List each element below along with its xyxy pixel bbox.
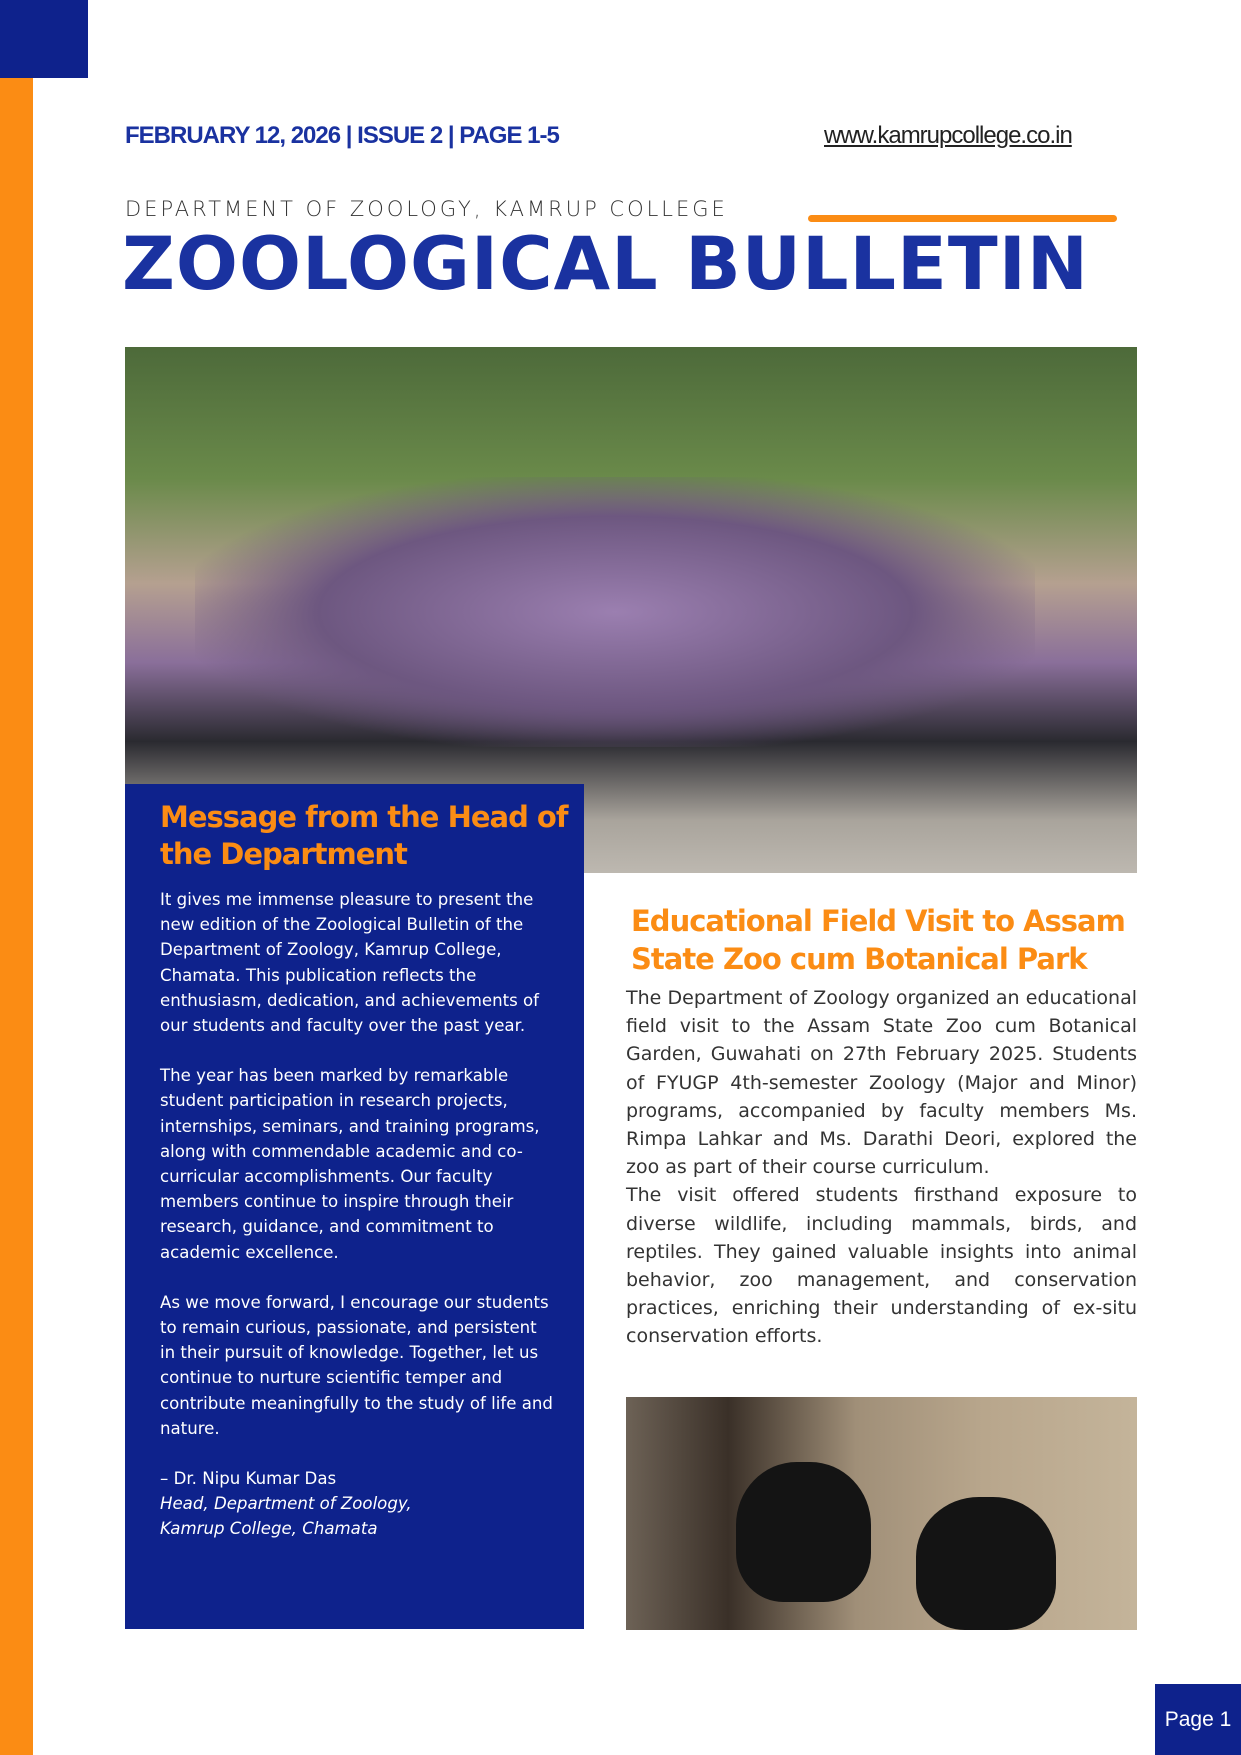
bear-right [916, 1497, 1056, 1630]
signature-institution: Kamrup College, Chamata [160, 1519, 378, 1539]
hod-message-body [160, 887, 555, 1542]
bear-left [736, 1462, 871, 1602]
website-link[interactable]: www.kamrupcollege.co.in [824, 122, 1072, 149]
message-paragraph: As we move forward, I encourage our students to remain curious, passionate, and persistent in their pursuit of knowledge. Together, let us continue to nurture scientific temper and contribute meaningfully to the study of life and nature. [160, 1292, 553, 1438]
signature-block [160, 1466, 555, 1542]
visit-paragraph: The visit offered students firsthand exposure to diverse wildlife, including mammals, birds, and reptiles. They gained valuable insights into animal behavior, zoo management, and conservation practices, enriching their understanding of ex-situ conservation efforts. [626, 1184, 1137, 1348]
field-visit-title: Educational Field Visit to Assam State Zoo cum Botanical Park [631, 904, 1125, 976]
hod-message-box [125, 784, 584, 1629]
issue-line: FEBRUARY 12, 2026 | ISSUE 2 | PAGE 1-5 [125, 122, 559, 149]
bulletin-title: ZOOLOGICAL BULLETIN [122, 222, 1089, 307]
field-visit-body [626, 984, 1137, 1351]
bears-photo [626, 1397, 1137, 1630]
signature-name: – Dr. Nipu Kumar Das [160, 1469, 337, 1489]
side-orange-strip [0, 78, 33, 1755]
page-number-badge: Page 1 [1155, 1684, 1241, 1755]
visit-paragraph: The Department of Zoology organized an educational field visit to the Assam State Zoo cum Botanical Garden, Guwahati on 27th February 2025. Students of FYUGP 4th-semester Zoology (Major and Minor) programs, accompanied by faculty members Ms. Rimpa Lahkar and Ms. Darathi Deori, explored the zoo as part of their course curriculum. [626, 987, 1137, 1179]
group-of-students [195, 477, 1035, 747]
corner-navy-block [0, 0, 88, 78]
hod-message-title: Message from the Head of the Department [160, 800, 568, 871]
signature-designation: Head, Department of Zoology, [160, 1494, 412, 1514]
message-paragraph: The year has been marked by remarkable student participation in research projects, internships, seminars, and training programs, along with commendable academic and co-curricular accomplishments. Our faculty members continue to inspire through their research, guidance, and commitment to academic excellence. [160, 1066, 540, 1262]
message-paragraph: It gives me immense pleasure to present the new edition of the Zoological Bulletin of the Department of Zoology, Kamrup College, Chamata. This publication reflects the enthusiasm, dedication, and achievements of our students and faculty over the past year. [160, 890, 540, 1036]
decorative-divider [808, 215, 1117, 222]
department-name: DEPARTMENT OF ZOOLOGY, KAMRUP COLLEGE [125, 197, 728, 221]
